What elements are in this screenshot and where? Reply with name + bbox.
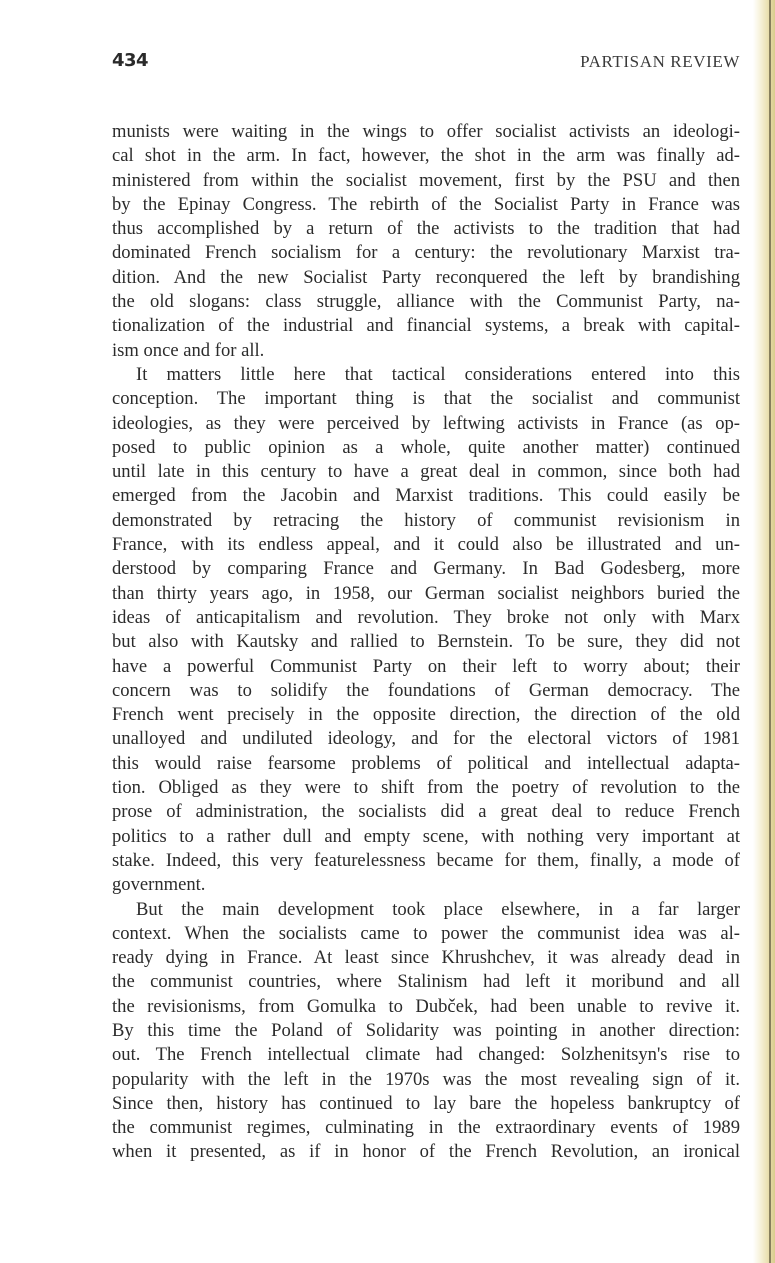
page-binding-edge	[753, 0, 775, 1263]
text-line: France, with its endless appeal, and it could also be illustrated and un-	[112, 534, 740, 556]
text-line: emerged from the Jacobin and Marxist traditions. This could easily be	[112, 485, 740, 507]
text-line: thus accomplished by a return of the activists to the tradition that had	[112, 218, 740, 240]
text-line: It matters little here that tactical considerations entered into this	[136, 363, 740, 385]
text-line: but also with Kautsky and rallied to Bernstein. To be sure, they did not	[112, 631, 740, 653]
text-line: conception. The important thing is that the socialist and communist	[112, 388, 740, 410]
running-title: PARTISAN REVIEW	[580, 52, 740, 71]
text-line: out. The French intellectual climate had changed: Solzhenitsyn's rise to	[112, 1044, 740, 1066]
page-edge-shadow	[769, 0, 771, 1263]
paragraph	[112, 120, 740, 363]
text-line: French went precisely in the opposite direction, the direction of the old	[112, 704, 740, 726]
text-line: posed to public opinion as a whole, quite another matter) continued	[112, 436, 740, 458]
text-line: cal shot in the arm. In fact, however, the shot in the arm was finally ad-	[112, 145, 740, 167]
body-text	[112, 120, 740, 1165]
text-line: tionalization of the industrial and financial systems, a break with capital-	[112, 315, 740, 337]
text-line: stake. Indeed, this very featurelessness became for them, finally, a mode of	[112, 849, 740, 871]
text-line: when it presented, as if in honor of the French Revolution, an ironical	[112, 1141, 740, 1163]
text-line: context. When the socialists came to power the communist idea was al-	[112, 922, 740, 944]
text-line: the communist regimes, culminating in the extraordinary events of 1989	[112, 1117, 740, 1139]
text-line: this would raise fearsome problems of political and intellectual adapta-	[112, 752, 740, 774]
text-line: than thirty years ago, in 1958, our German socialist neighbors buried the	[112, 582, 740, 604]
text-line: until late in this century to have a great deal in common, since both had	[112, 461, 740, 483]
text-line: ideologies, as they were perceived by leftwing activists in France (as op-	[112, 412, 740, 434]
text-line: popularity with the left in the 1970s was the most revealing sign of it.	[112, 1068, 740, 1090]
text-line: the revisionisms, from Gomulka to Dubček, had been unable to revive it.	[112, 995, 740, 1017]
text-line: the old slogans: class struggle, alliance with the Communist Party, na-	[112, 291, 740, 313]
text-line: by the Epinay Congress. The rebirth of the Socialist Party in France was	[112, 193, 740, 215]
text-line: ideas of anticapitalism and revolution. They broke not only with Marx	[112, 606, 740, 628]
text-line: ministered from within the socialist movement, first by the PSU and then	[112, 169, 740, 191]
text-line: unalloyed and undiluted ideology, and for the electoral victors of 1981	[112, 728, 740, 750]
text-line: prose of administration, the socialists did a great deal to reduce French	[112, 801, 740, 823]
text-line: politics to a rather dull and empty scene, with nothing very important at	[112, 825, 740, 847]
paragraph	[112, 898, 740, 1165]
text-line: government.	[112, 874, 206, 896]
text-line: dition. And the new Socialist Party reconquered the left by brandishing	[112, 266, 740, 288]
page-number: 434	[112, 50, 149, 71]
text-line: By this time the Poland of Solidarity was pointing in another direction:	[112, 1019, 740, 1041]
text-line: ready dying in France. At least since Khrushchev, it was already dead in	[112, 947, 740, 969]
page-header	[112, 50, 740, 78]
paragraph	[112, 363, 740, 898]
text-line: munists were waiting in the wings to offer socialist activists an ideologi-	[112, 121, 740, 142]
text-line: demonstrated by retracing the history of communist revisionism in	[112, 509, 740, 531]
text-line: ism once and for all.	[112, 339, 265, 361]
text-line: tion. Obliged as they were to shift from the poetry of revolution to the	[112, 777, 740, 799]
text-line: the communist countries, where Stalinism had left it moribund and all	[112, 971, 740, 993]
text-line: Since then, history has continued to lay bare the hopeless bankruptcy of	[112, 1092, 740, 1114]
text-line: concern was to solidify the foundations of German democracy. The	[112, 679, 740, 701]
text-line: dominated French socialism for a century: the revolutionary Marxist tra-	[112, 242, 740, 264]
text-line: derstood by comparing France and Germany. In Bad Godesberg, more	[112, 558, 740, 580]
text-line: have a powerful Communist Party on their left to worry about; their	[112, 655, 740, 677]
text-line: But the main development took place elsewhere, in a far larger	[136, 898, 740, 920]
